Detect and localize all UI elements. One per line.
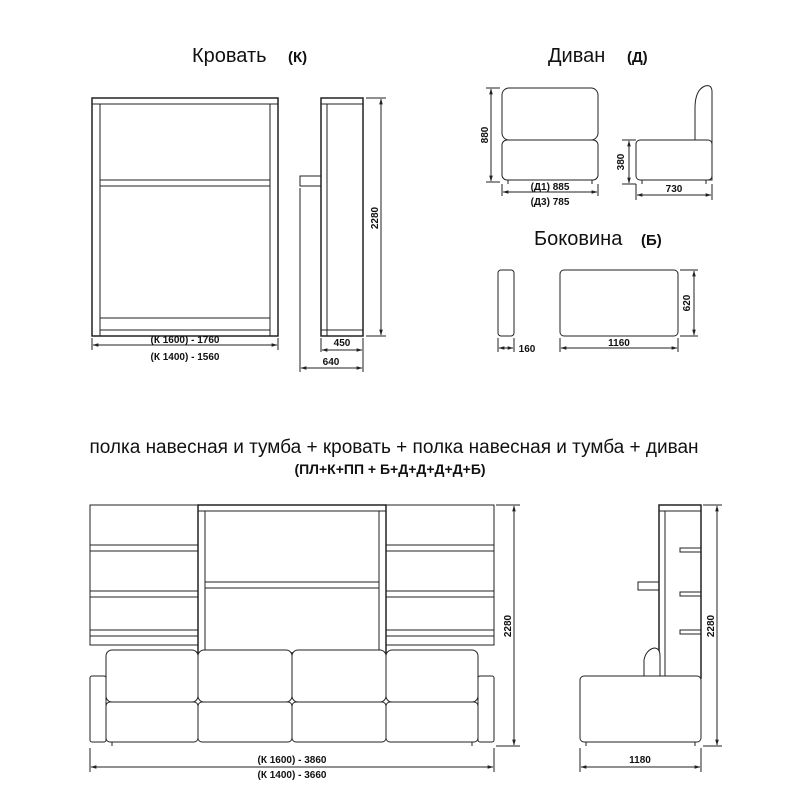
combo-formula: (ПЛ+К+ПП + Б+Д+Д+Д+Д+Б) <box>294 461 486 477</box>
side-long-view <box>560 270 678 336</box>
combo-depth-label: 1180 <box>629 755 651 766</box>
side-section <box>498 228 698 355</box>
sofa-code: (Д) <box>627 49 648 66</box>
combo-width-label-1: (К 1600) - 3860 <box>257 755 327 766</box>
combo-side-height-label: 2280 <box>706 614 717 638</box>
sofa-depth-label: 730 <box>665 184 683 195</box>
bed-code: (К) <box>288 49 308 66</box>
side-thickness-label: 160 <box>518 344 536 355</box>
side-title: Боковина <box>534 228 623 250</box>
sofa-width-label-1: (Д1) 885 <box>530 182 570 193</box>
bed-width-label-1: (К 1600) - 1760 <box>150 335 220 346</box>
bed-height-label: 2280 <box>370 206 381 230</box>
bed-section <box>92 45 386 372</box>
bed-depth-body-label: 450 <box>333 338 351 349</box>
sofa-side-view <box>636 86 712 184</box>
side-length-label: 1160 <box>608 338 630 349</box>
combo-side-view <box>580 505 701 746</box>
sofa-seat-height-label: 380 <box>616 153 627 171</box>
side-code: (Б) <box>641 232 662 249</box>
bed-width-label-2: (К 1400) - 1560 <box>150 352 220 363</box>
bed-depth-total-label: 640 <box>322 357 340 368</box>
side-end-view <box>498 270 514 336</box>
combo-caption: полка навесная и тумба + кровать + полка навесная и тумба + диван <box>89 437 699 458</box>
combo-section <box>89 437 722 781</box>
combo-front-view <box>90 505 494 746</box>
bed-side-view <box>300 98 363 336</box>
sofa-width-label-2: (Д3) 785 <box>530 197 570 208</box>
sofa-height-label: 880 <box>480 126 491 144</box>
bed-title: Кровать <box>192 45 267 67</box>
bed-front-view <box>92 98 278 336</box>
sofa-front-view <box>502 88 598 184</box>
combo-front-height-label: 2280 <box>503 614 514 638</box>
sofa-title: Диван <box>548 45 606 67</box>
combo-width-label-2: (К 1400) - 3660 <box>257 770 327 781</box>
sofa-section <box>480 45 712 208</box>
side-height-label: 620 <box>682 294 693 312</box>
